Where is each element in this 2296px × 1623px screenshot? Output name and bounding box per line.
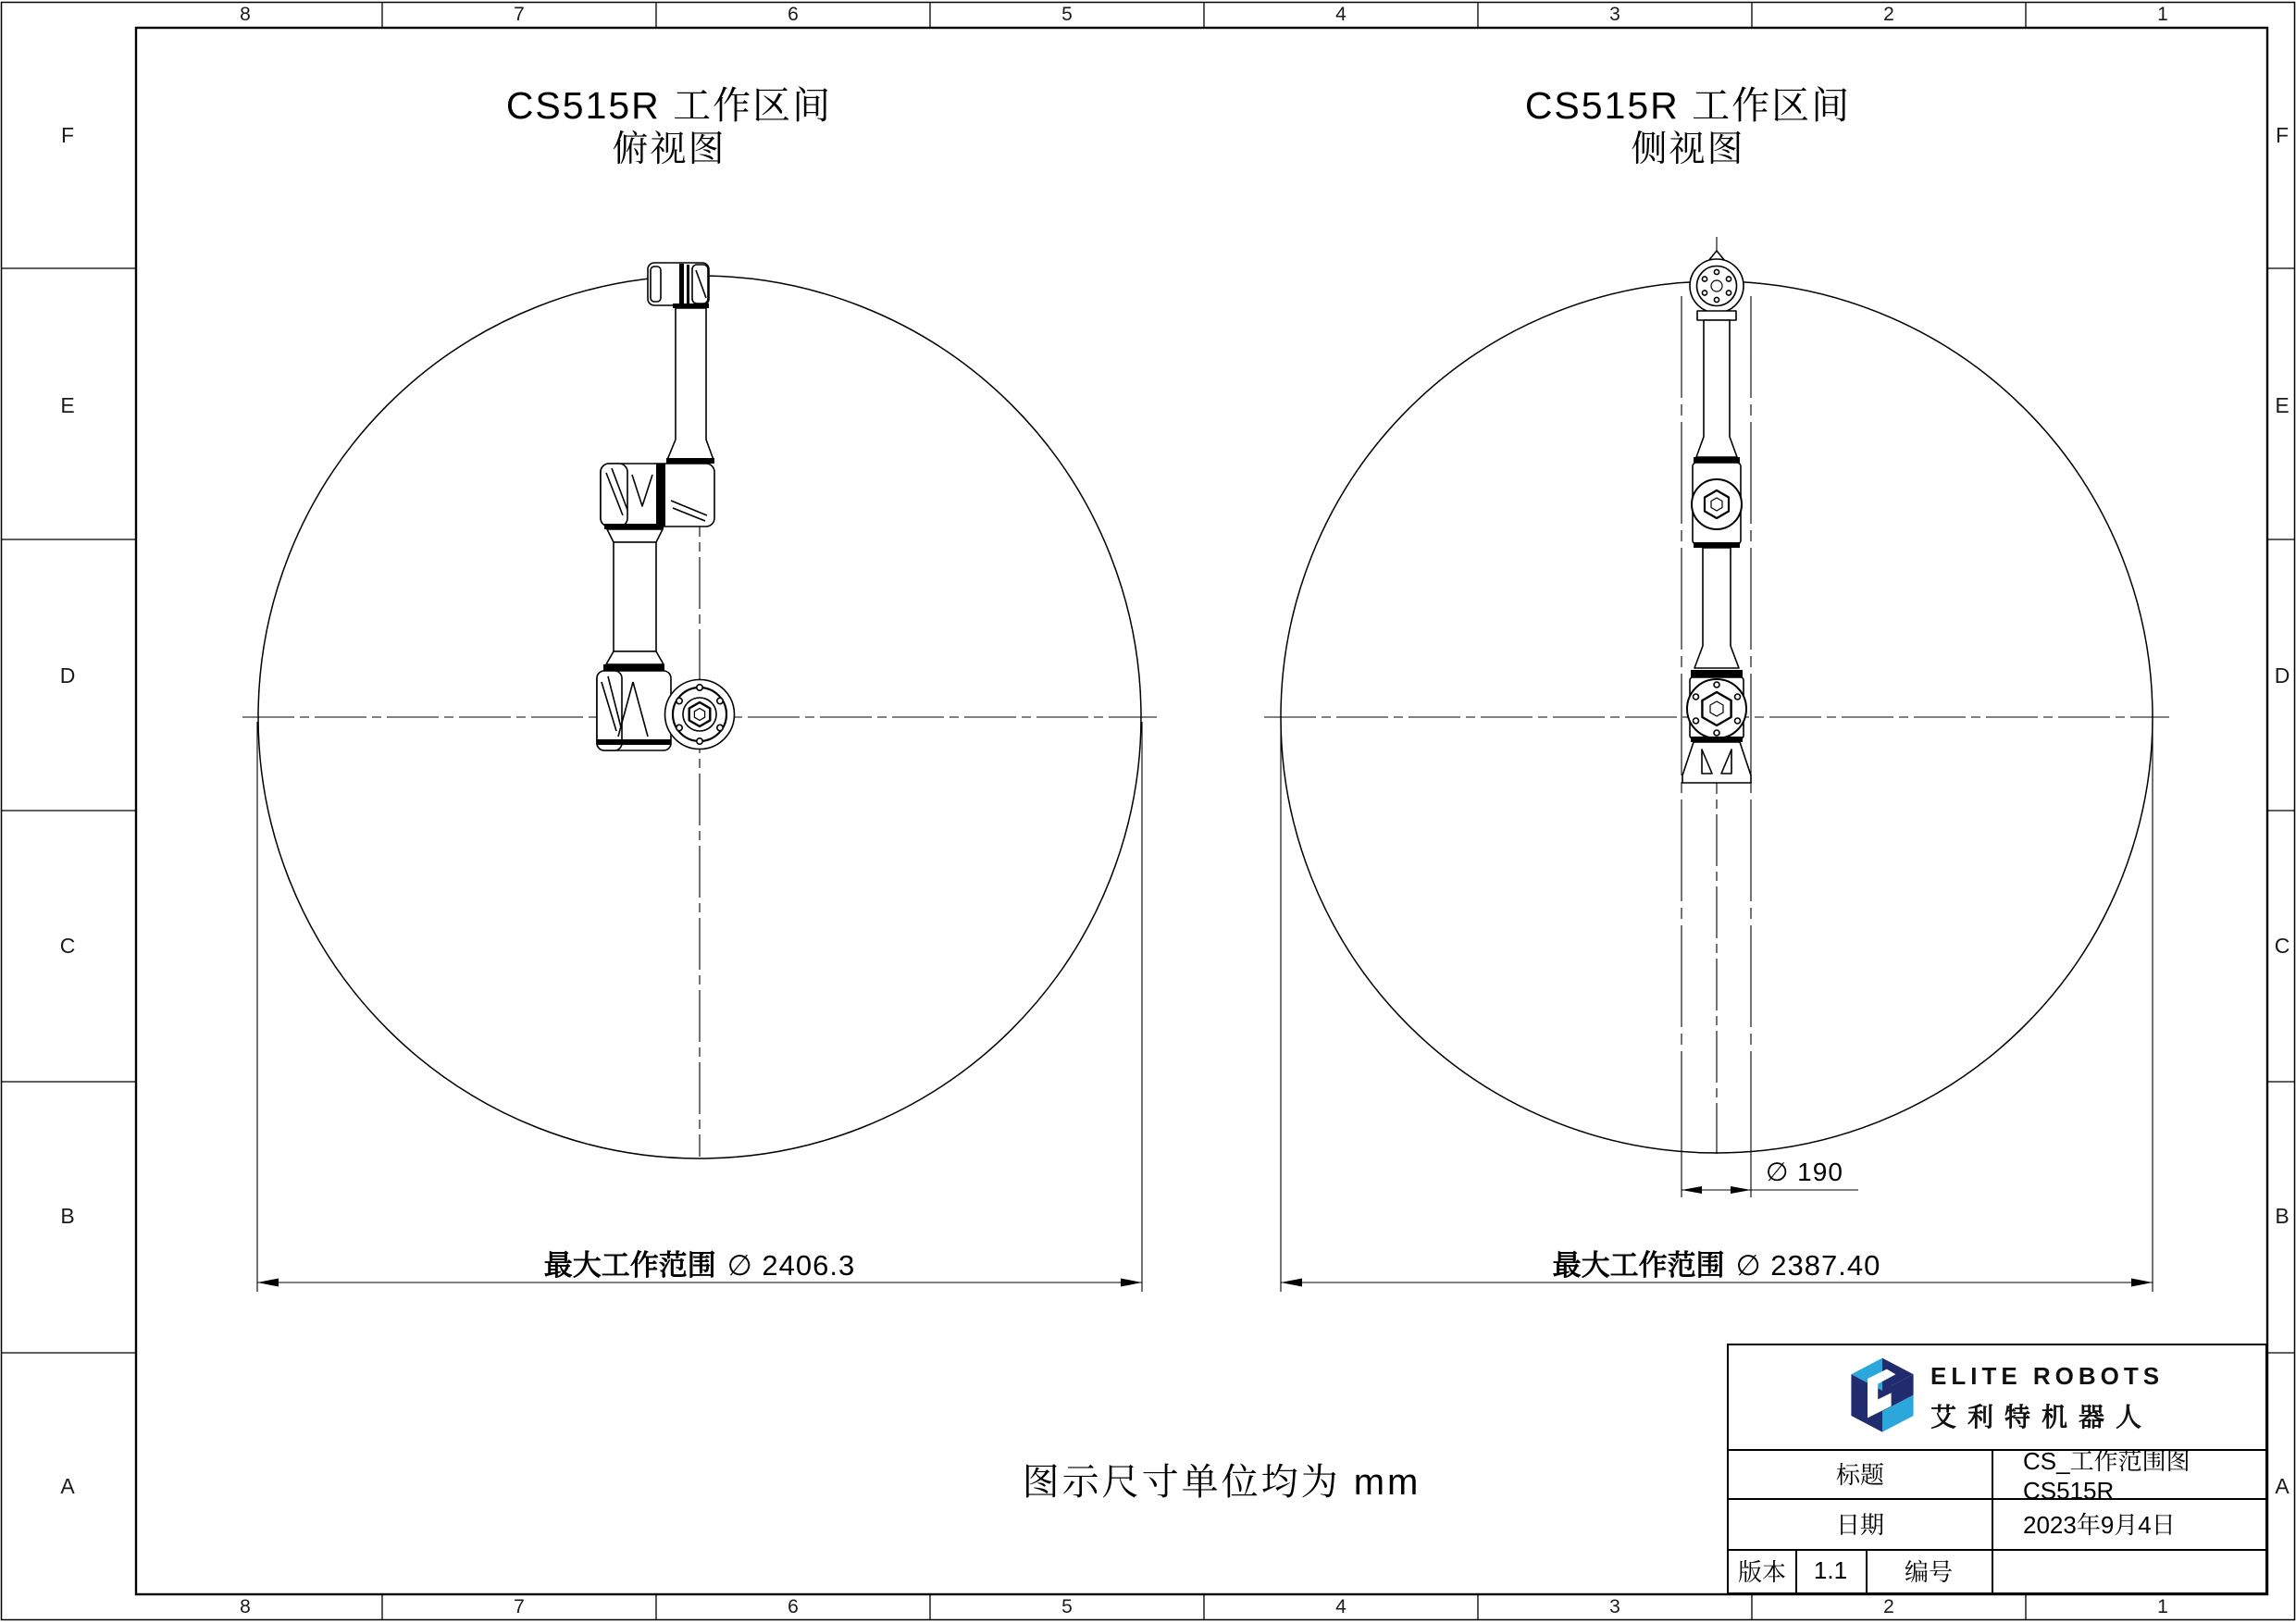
zone-col-2-top: 2 bbox=[1883, 4, 1894, 25]
zone-col-1-bottom: 1 bbox=[2157, 1596, 2168, 1617]
zone-col-7-bottom: 7 bbox=[514, 1596, 525, 1617]
brand-name-en: ELITE ROBOTS bbox=[1930, 1362, 2165, 1390]
side-view-title bbox=[1447, 83, 1929, 172]
side-view-dim-text: 最大工作范围 bbox=[1552, 1249, 1725, 1282]
side-view-title-line1: CS515R 工作区间 bbox=[1524, 84, 1852, 127]
base-dimension-label: ∅ 190 bbox=[1766, 1158, 1843, 1186]
side-view-drawing bbox=[1264, 237, 2169, 1292]
number-value-cell bbox=[2003, 1549, 2267, 1592]
zone-row-b-left: B bbox=[60, 1204, 75, 1228]
zone-col-8-top: 8 bbox=[240, 4, 251, 25]
zone-row-f-right: F bbox=[2275, 123, 2290, 147]
title-label-cell: 标题 bbox=[1835, 1461, 1884, 1489]
brand-name-cn: 艾利特机器人 bbox=[1930, 1403, 2153, 1431]
zone-row-c-left: C bbox=[59, 934, 76, 958]
version-value-cell: 1.1 bbox=[1813, 1556, 1848, 1584]
zone-row-a-right: A bbox=[2275, 1474, 2290, 1498]
zone-row-d-right: D bbox=[2274, 663, 2290, 688]
top-view-drawing bbox=[242, 263, 1157, 1292]
number-label-cell: 编号 bbox=[1904, 1558, 1953, 1586]
zone-col-4-bottom: 4 bbox=[1335, 1596, 1347, 1617]
top-view-dim-text: 最大工作范围 bbox=[543, 1249, 716, 1282]
title-block-divider bbox=[1992, 1449, 1993, 1592]
zone-row-e-left: E bbox=[60, 393, 75, 417]
date-value-cell: 2023年9月4日 bbox=[2023, 1511, 2176, 1539]
zone-col-6-bottom: 6 bbox=[788, 1596, 799, 1617]
version-label-cell: 版本 bbox=[1737, 1558, 1786, 1586]
top-view-title-line1: CS515R 工作区间 bbox=[505, 84, 833, 127]
top-view-dim-value: ∅ 2406.3 bbox=[726, 1249, 856, 1282]
title-block bbox=[1727, 1344, 2267, 1594]
zone-row-f-left: F bbox=[60, 123, 75, 147]
zone-row-d-left: D bbox=[59, 663, 76, 688]
units-note: 图示尺寸单位均为 mm bbox=[1022, 1462, 1421, 1503]
zone-col-3-bottom: 3 bbox=[1609, 1596, 1620, 1617]
side-view-dim-value: ∅ 2387.40 bbox=[1735, 1249, 1881, 1282]
zone-col-8-bottom: 8 bbox=[240, 1596, 251, 1617]
elite-robots-logo-icon bbox=[1845, 1357, 1919, 1438]
zone-row-a-left: A bbox=[60, 1474, 75, 1498]
side-view-robot bbox=[1682, 251, 1751, 783]
zone-col-5-top: 5 bbox=[1061, 4, 1073, 25]
zone-col-3-top: 3 bbox=[1609, 4, 1620, 25]
top-view-title bbox=[428, 83, 910, 172]
side-view-title-line2: 侧视图 bbox=[1631, 130, 1745, 169]
zone-row-e-right: E bbox=[2275, 393, 2290, 417]
zone-row-c-right: C bbox=[2274, 934, 2290, 958]
zone-col-2-bottom: 2 bbox=[1883, 1596, 1894, 1617]
zone-col-1-top: 1 bbox=[2157, 4, 2168, 25]
zone-col-4-top: 4 bbox=[1335, 4, 1347, 25]
date-label-cell: 日期 bbox=[1835, 1511, 1884, 1539]
top-view-title-line2: 俯视图 bbox=[612, 130, 726, 169]
brand-text bbox=[1930, 1362, 2264, 1434]
zone-col-6-top: 6 bbox=[788, 4, 799, 25]
zone-row-b-right: B bbox=[2275, 1204, 2290, 1228]
top-view-dimension-label bbox=[413, 1242, 987, 1283]
side-view-dimension-label bbox=[1430, 1242, 2004, 1283]
zone-col-5-bottom: 5 bbox=[1061, 1596, 1073, 1617]
title-value-cell: CS_工作范围图 CS515R bbox=[2023, 1446, 2191, 1505]
brand-logo bbox=[1845, 1357, 1919, 1438]
top-view-robot bbox=[597, 263, 735, 750]
top-view-base-flange bbox=[665, 680, 735, 750]
zone-col-7-top: 7 bbox=[514, 4, 525, 25]
